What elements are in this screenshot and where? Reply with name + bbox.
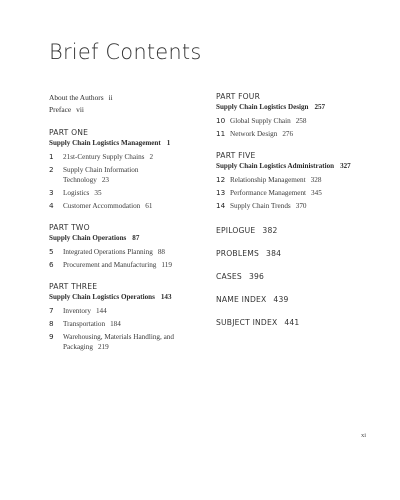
back-matter-entry	[216, 249, 386, 259]
entry-page: 384	[266, 249, 282, 258]
part-page: 1	[166, 139, 171, 147]
chapter-page: 345	[311, 189, 322, 197]
chapter-page: 184	[110, 320, 121, 328]
chapter-number: 14	[216, 201, 226, 210]
chapter-title: Customer Accommodation	[63, 202, 141, 210]
chapter-entry	[49, 306, 209, 316]
chapter-entry	[216, 201, 386, 211]
chapter-page: 2	[149, 153, 154, 161]
chapter-page: 370	[295, 202, 307, 210]
chapter-number: 7	[49, 306, 54, 315]
back-matter-entry	[216, 226, 386, 236]
chapter-title: Relationship Management	[230, 176, 306, 184]
chapter-number: 1	[49, 152, 54, 161]
chapter-page: 119	[161, 261, 172, 269]
chapter-title: Procurement and Manufacturing	[63, 261, 157, 269]
entry-title: PROBLEMS	[216, 249, 260, 258]
chapter-entry	[49, 332, 199, 352]
chapter-number: 5	[49, 247, 54, 256]
chapter-entry	[216, 129, 386, 139]
chapter-number: 4	[49, 201, 54, 210]
chapter-title: Supply Chain Trends	[230, 202, 291, 210]
chapter-title: 21st-Century Supply Chains	[63, 153, 145, 161]
chapter-number: 8	[49, 319, 54, 328]
part-title	[216, 102, 386, 113]
chapter-page: 258	[295, 117, 307, 125]
chapter-entry	[49, 201, 209, 211]
page-title: Brief Contents	[49, 40, 202, 64]
chapter-title: Performance Management	[230, 189, 307, 197]
part-title-text: Supply Chain Logistics Administration	[216, 162, 335, 170]
entry-title: Preface	[49, 105, 72, 114]
chapter-number: 10	[216, 116, 226, 125]
chapter-title: Global Supply Chain	[230, 117, 291, 125]
part-page: 327	[340, 162, 351, 170]
chapter-page: 328	[310, 176, 322, 184]
chapter-title: Integrated Operations Planning	[63, 248, 153, 256]
part-title-text: Supply Chain Logistics Management	[49, 139, 161, 147]
chapter-entry	[49, 188, 209, 198]
chapter-page: 276	[282, 130, 294, 138]
page-number: xi	[361, 432, 367, 439]
part-page: 87	[132, 234, 140, 242]
part-label: PART THREE	[49, 282, 98, 291]
chapter-entry	[216, 175, 386, 185]
chapter-number: 12	[216, 175, 226, 184]
part-label: PART FIVE	[216, 151, 256, 160]
chapter-entry	[216, 188, 386, 198]
chapter-number: 9	[49, 332, 54, 341]
chapter-page: 144	[95, 307, 107, 315]
entry-title: EPILOGUE	[216, 226, 256, 235]
front-matter-entry	[49, 92, 209, 104]
chapter-number: 13	[216, 188, 226, 197]
part-label: PART ONE	[49, 128, 89, 137]
chapter-page: 35	[94, 189, 102, 197]
back-matter-entry	[216, 295, 386, 305]
back-matter-entry	[216, 272, 386, 282]
entry-page: 439	[273, 295, 289, 304]
entry-page: 396	[248, 272, 265, 281]
chapter-title: Inventory	[63, 307, 91, 315]
part-title-text: Supply Chain Operations	[49, 234, 127, 242]
chapter-entry	[49, 152, 209, 162]
back-matter-entry	[216, 318, 386, 328]
chapter-number: 3	[49, 188, 54, 197]
part-title	[49, 292, 209, 303]
chapter-entry	[49, 260, 209, 270]
chapter-page: 88	[157, 248, 166, 256]
entry-page: vii	[76, 105, 84, 114]
entry-title: SUBJECT INDEX	[216, 318, 278, 327]
chapter-page: 219	[97, 343, 109, 351]
chapter-number: 6	[49, 260, 54, 269]
entry-title: NAME INDEX	[216, 295, 267, 304]
chapter-title: Network Design	[230, 130, 278, 138]
entry-title: CASES	[216, 272, 242, 281]
entry-page: 382	[262, 226, 278, 235]
chapter-page: 61	[145, 202, 153, 210]
part-title-text: Supply Chain Logistics Operations	[49, 293, 155, 301]
part-label: PART FOUR	[216, 92, 261, 101]
part-page: 257	[314, 103, 326, 111]
part-title	[49, 233, 209, 244]
chapter-entry	[216, 116, 386, 126]
entry-page: 441	[284, 318, 300, 327]
part-label: PART TWO	[49, 223, 90, 232]
chapter-title: Supply Chain Information Technology	[63, 166, 139, 184]
toc-left-column	[49, 92, 209, 352]
entry-page: ii	[108, 93, 113, 102]
chapter-number: 2	[49, 165, 54, 174]
chapter-title: Warehousing, Materials Handling, and Packaging	[63, 333, 174, 351]
part-title	[49, 138, 209, 149]
chapter-number: 11	[216, 129, 226, 138]
entry-title: About the Authors	[49, 93, 104, 102]
front-matter-entry	[49, 104, 209, 116]
toc-right-column	[216, 92, 386, 328]
part-title	[216, 161, 386, 172]
chapter-title: Logistics	[63, 189, 90, 197]
chapter-entry	[49, 319, 209, 329]
chapter-entry	[49, 247, 209, 257]
chapter-page: 23	[101, 176, 110, 184]
part-page: 143	[160, 293, 172, 301]
chapter-entry	[49, 165, 167, 185]
part-title-text: Supply Chain Logistics Design	[216, 103, 309, 111]
chapter-title: Transportation	[63, 320, 106, 328]
